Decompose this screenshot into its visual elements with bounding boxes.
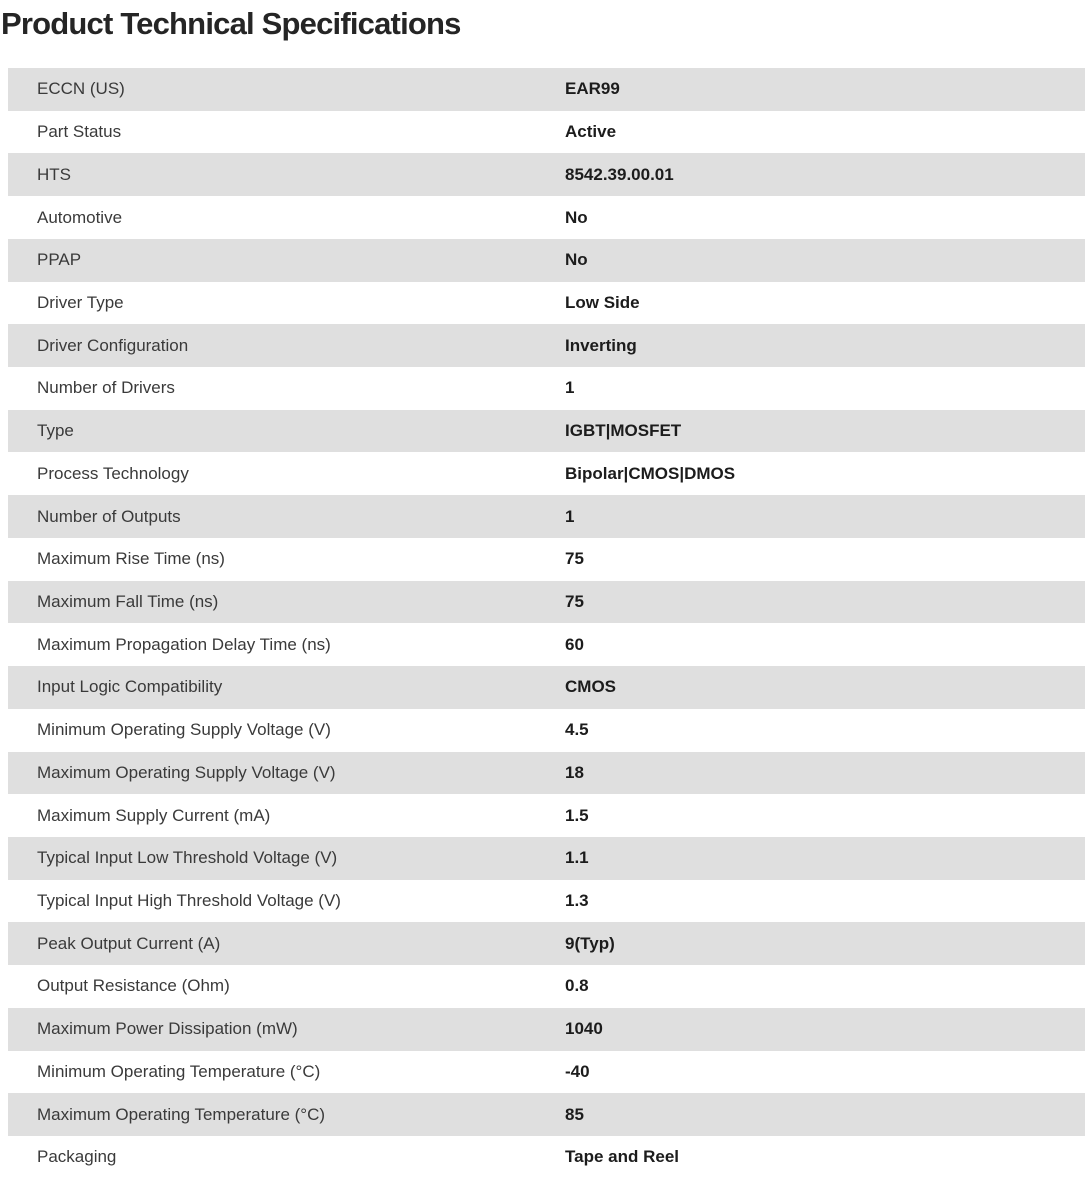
spec-row [8,965,1085,1008]
spec-value: Bipolar|CMOS|DMOS [565,463,736,483]
spec-row [8,153,1085,196]
spec-label: Maximum Operating Supply Voltage (V) [37,762,336,782]
spec-value: Low Side [565,292,640,312]
spec-row [8,410,1085,453]
spec-row [8,666,1085,709]
spec-label: Automotive [37,207,123,227]
spec-label: Type [37,421,74,441]
spec-value: 8542.39.00.01 [565,164,674,184]
spec-value: Inverting [565,335,637,355]
spec-label: Driver Configuration [37,335,189,355]
spec-row [8,752,1085,795]
spec-row [8,794,1085,837]
spec-value: CMOS [565,677,616,697]
page-title: Product Technical Specifications [1,6,461,41]
spec-label: Packaging [37,1147,117,1167]
spec-label: PPAP [37,250,82,270]
spec-row [8,495,1085,538]
spec-value: 1.1 [565,848,589,868]
spec-label: Peak Output Current (A) [37,933,221,953]
spec-value: Active [565,122,617,142]
spec-value: 1.3 [565,891,589,911]
spec-row [8,880,1085,923]
spec-label: Part Status [37,122,122,142]
spec-label: Maximum Propagation Delay Time (ns) [37,634,331,654]
spec-row [8,1093,1085,1136]
spec-label: Number of Outputs [37,506,181,526]
spec-label: Maximum Rise Time (ns) [37,549,225,569]
spec-row [8,239,1085,282]
spec-label: Output Resistance (Ohm) [37,976,230,996]
spec-row [8,452,1085,495]
spec-label: Driver Type [37,292,124,312]
spec-label: ECCN (US) [37,79,125,99]
spec-row [8,68,1085,111]
spec-row [8,709,1085,752]
spec-value: 4.5 [565,720,589,740]
spec-value: EAR99 [565,79,620,99]
spec-value: IGBT|MOSFET [565,421,682,441]
spec-value: 1 [565,506,575,526]
spec-row [8,623,1085,666]
spec-value: No [565,250,588,270]
spec-row [8,282,1085,325]
spec-label: HTS [37,164,71,184]
spec-value: 1 [565,378,575,398]
spec-label: Process Technology [37,463,189,483]
spec-value: 1.5 [565,805,589,825]
spec-row [8,1051,1085,1094]
spec-label: Minimum Operating Temperature (°C) [37,1061,321,1081]
spec-value: 75 [565,591,584,611]
spec-row [8,837,1085,880]
spec-value: 0.8 [565,976,589,996]
spec-label: Typical Input Low Threshold Voltage (V) [37,848,338,868]
spec-value: 18 [565,762,584,782]
spec-label: Typical Input High Threshold Voltage (V) [37,891,341,911]
spec-value: 85 [565,1104,584,1124]
spec-label: Minimum Operating Supply Voltage (V) [37,720,331,740]
spec-row [8,196,1085,239]
spec-label: Maximum Operating Temperature (°C) [37,1104,326,1124]
spec-row [8,111,1085,154]
spec-row [8,538,1085,581]
spec-value: 75 [565,549,584,569]
spec-label: Maximum Fall Time (ns) [37,591,219,611]
spec-row [8,367,1085,410]
spec-row [8,1136,1085,1179]
spec-value: Tape and Reel [565,1147,679,1167]
spec-table [0,68,1085,1179]
spec-value: No [565,207,588,227]
spec-value: 9(Typ) [565,933,615,953]
spec-value: -40 [565,1061,590,1081]
spec-label: Number of Drivers [37,378,175,398]
spec-label: Maximum Power Dissipation (mW) [37,1019,298,1039]
spec-row [8,324,1085,367]
spec-row [8,922,1085,965]
spec-value: 1040 [565,1019,603,1039]
spec-value: 60 [565,634,584,654]
spec-row [8,1008,1085,1051]
spec-label: Maximum Supply Current (mA) [37,805,271,825]
spec-label: Input Logic Compatibility [37,677,223,697]
spec-row [8,581,1085,624]
